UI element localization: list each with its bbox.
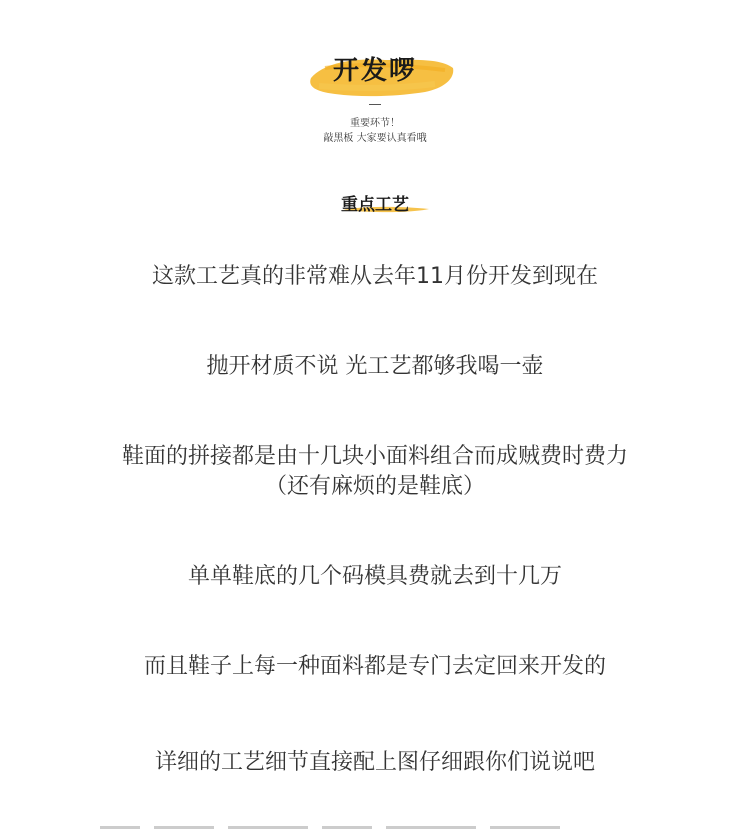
divider-dash xyxy=(369,104,381,105)
cropped-next-line xyxy=(100,826,620,838)
subtitle-line-2: 敲黑板 大家要认真看哦 xyxy=(323,133,427,144)
paragraph-line-3: 鞋面的拼接都是由十几块小面料组合而成贼费时费力 xyxy=(121,444,628,469)
paragraph-line-4: 单单鞋底的几个码模具费就去到十几万 xyxy=(187,564,562,589)
subtitle-line-1: 重要环节！ xyxy=(350,118,400,129)
paragraph-line-6: 详细的工艺细节直接配上图仔细跟你们说说吧 xyxy=(154,750,595,775)
section-title: 重点工艺 xyxy=(341,195,409,215)
page-title: 开发啰 xyxy=(332,56,417,86)
paragraph-line-3-note: （还有麻烦的是鞋底） xyxy=(264,474,485,499)
paragraph-line-5: 而且鞋子上每一种面料都是专门去定回来开发的 xyxy=(143,654,606,679)
paragraph-line-1: 这款工艺真的非常难从去年11月份开发到现在 xyxy=(152,264,598,289)
paragraph-line-2: 抛开材质不说 光工艺都够我喝一壶 xyxy=(206,354,544,379)
header xyxy=(0,40,750,100)
section-heading xyxy=(0,188,750,218)
